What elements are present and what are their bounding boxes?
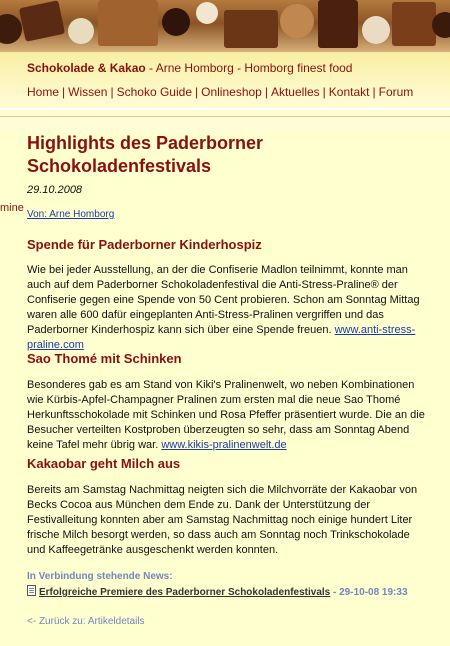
nav-wissen[interactable]: Wissen	[68, 85, 108, 99]
section-text-sao-thome	[27, 378, 427, 453]
related-news-item	[27, 585, 437, 599]
nav-separator: |	[372, 85, 376, 99]
related-news-meta: - 29-10-08 19:33	[330, 587, 408, 598]
header-divider	[0, 108, 450, 110]
nav-kontakt[interactable]: Kontakt	[328, 85, 370, 99]
section-heading-sao-thome: Sao Thomé mit Schinken	[27, 351, 182, 366]
nav-home[interactable]: Home	[27, 85, 60, 99]
section-text-kakaobar: Bereits am Samstag Nachmittag neigten sich die Milchvorräte der Kakaobar von Becks Cocoa aus München dem Ende zu. Dank der Unterstützung der Festivalleitung konnten aber am Samstag Nachmittag noch einige hundert Liter frische Milch besorgt werden, so dass auch am Sonntag noch Trinkschokolade und Kaffeegetränke ausgeschenkt werden konnten.	[27, 484, 418, 556]
section-body: Besonderes gab es am Stand von Kiki's Pralinenwelt, wo neben Kombinationen wie Kürbis-Apfel-Champagner Pralinen zum ersten mal die neue Sao Thomé Herkunftsschokolade mit Schinken und Rosa Pfeffer präsentiert wurde. Die an die Besucher verteilten Kostproben überzeugten so sehr, dass am Sonntag Abend keine Tafel mehr übrig war.	[27, 379, 425, 451]
site-tagline: - Arne Homborg - Homborg finest food	[145, 61, 353, 75]
section-heading-hospiz: Spende für Paderborner Kinderhospiz	[27, 237, 262, 252]
nav-onlineshop[interactable]: Onlineshop	[201, 85, 262, 99]
header-banner-image	[0, 0, 450, 52]
nav-forum[interactable]: Forum	[378, 85, 414, 99]
section-body: Wie bei jeder Ausstellung, an der die Confiserie Madlon teilnimmt, konnte man auch auf dem Paderborner Schokoladenfestival die Anti-Stress-Praline® der Confiserie gegen eine Spende von 50 Cent probieren. Schon am Sonntag Mittag waren alle 600 dafür eingeplanten Anti-Stress-Pralinen vergriffen und das Paderborner Kinderhospiz kann sich über eine Spende freuen.	[27, 264, 420, 336]
section-text-hospiz	[27, 263, 427, 353]
related-news-heading: In Verbindung stehende News:	[27, 571, 173, 582]
nav-separator: |	[195, 85, 199, 99]
nav-schoko-guide[interactable]: Schoko Guide	[116, 85, 192, 99]
nav-separator: |	[110, 85, 114, 99]
header-divider-line	[0, 116, 450, 117]
stray-text: mine	[0, 202, 24, 214]
nav-separator: |	[62, 85, 66, 99]
main-navigation	[27, 85, 413, 99]
related-news-link[interactable]: Erfolgreiche Premiere des Paderborner Schokoladenfestivals	[39, 587, 331, 598]
site-name: Schokolade & Kakao	[27, 61, 146, 75]
nav-separator: |	[264, 85, 268, 99]
back-to-article-details-link[interactable]: <- Zurück zu: Artikeldetails	[27, 616, 145, 627]
article-title: Highlights des Paderborner Schokoladenfestivals	[27, 133, 264, 176]
document-icon	[27, 585, 36, 596]
anti-stress-praline-link[interactable]: www.anti-stress-praline.com	[27, 324, 416, 351]
nav-aktuelles[interactable]: Aktuelles	[270, 85, 320, 99]
site-title	[27, 61, 352, 75]
kikis-pralinenwelt-link[interactable]: www.kikis-pralinenwelt.de	[161, 439, 287, 451]
author-link[interactable]: Von: Arne Homborg	[27, 209, 115, 220]
article-date: 29.10.2008	[27, 184, 83, 196]
nav-separator: |	[322, 85, 326, 99]
section-heading-kakaobar: Kakaobar geht Milch aus	[27, 456, 181, 471]
